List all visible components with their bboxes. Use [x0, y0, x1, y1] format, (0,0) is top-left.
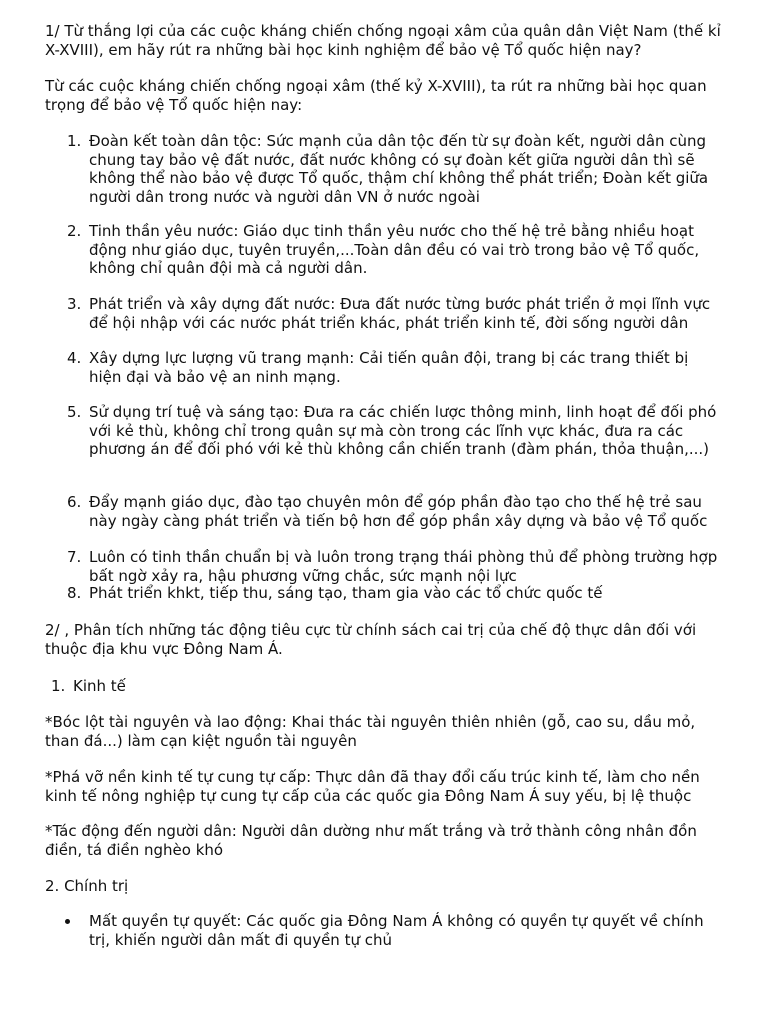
economy-point: *Phá vỡ nền kinh tế tự cung tự cấp: Thực dân đã thay đổi cấu trúc kinh tế, làm cho nền kinh tế nông nghiệp tự cung tự cấp của các quốc gia Đông Nam Á suy yếu, bị lệ thuộc — [45, 768, 700, 805]
lesson-item — [45, 295, 725, 332]
lesson-text: Sử dụng trí tuệ và sáng tạo: Đưa ra các chiến lược thông minh, linh hoạt để đối phó với kẻ thù, không chỉ trong quân sự mà còn trong các lĩnh vực khác, đưa ra các phương án để đối phó với kẻ thù không cần chiến tranh (đàm phán, thỏa thuận,...) — [89, 403, 717, 458]
lesson-number: 2. — [67, 222, 82, 240]
economy-heading-number: 1. — [51, 677, 66, 695]
question-1: 1/ Từ thắng lợi của các cuộc kháng chiến chống ngoại xâm của quân dân Việt Nam (thế kỉ X-XVIII), em hãy rút ra những bài học kinh nghiệm để bảo vệ Tổ quốc hiện nay? — [45, 22, 721, 59]
economy-point: *Tác động đến người dân: Người dân dường như mất trắng và trở thành công nhân đồn điền, tá điền nghèo khó — [45, 822, 697, 859]
lesson-number: 5. — [67, 403, 82, 421]
lesson-item — [45, 132, 725, 206]
lesson-text: Luôn có tinh thần chuẩn bị và luôn trong trạng thái phòng thủ để phòng trường hợp bất ngờ xảy ra, hậu phương vững chắc, sức mạnh nội lực — [89, 548, 718, 585]
lesson-item — [45, 584, 725, 603]
politics-item-text: Mất quyền tự quyết: Các quốc gia Đông Nam Á không có quyền tự quyết về chính trị, khiến người dân mất đi quyền tự chủ — [89, 912, 704, 949]
bullet-icon — [65, 919, 70, 924]
lesson-number: 7. — [67, 548, 82, 566]
lesson-item — [45, 493, 725, 530]
economy-heading-label: Kinh tế — [73, 677, 126, 695]
economy-point: *Bóc lột tài nguyên và lao động: Khai thác tài nguyên thiên nhiên (gỗ, cao su, dầu mỏ, than đá...) làm cạn kiệt nguồn tài nguyên — [45, 713, 696, 750]
lesson-text: Đoàn kết toàn dân tộc: Sức mạnh của dân tộc đến từ sự đoàn kết, người dân cùng chung tay bảo vệ đất nước, đất nước không có sự đoàn kết giữa người dân thì sẽ không thể nào bảo vệ được Tổ quốc, thậm chí không thể phát triển; Đoàn kết giữa người dân trong nước và người dân VN ở nước ngoài — [89, 132, 709, 206]
lesson-number: 8. — [67, 584, 82, 602]
lesson-number: 6. — [67, 493, 82, 511]
lesson-number: 3. — [67, 295, 82, 313]
lesson-text: Đẩy mạnh giáo dục, đào tạo chuyên môn để góp phần đào tạo cho thế hệ trẻ sau này ngày càng phát triển và tiến bộ hơn để góp phần xây dựng và bảo vệ Tổ quốc — [89, 493, 708, 530]
lesson-item — [45, 349, 725, 386]
politics-list — [45, 912, 725, 949]
lesson-item — [45, 548, 725, 585]
lesson-item — [45, 222, 725, 278]
lesson-text: Phát triển và xây dựng đất nước: Đưa đất nước từng bước phát triển ở mọi lĩnh vực để hội nhập với các nước phát triển khác, phát triển kinh tế, đời sống người dân — [89, 295, 711, 332]
question-1-intro: Từ các cuộc kháng chiến chống ngoại xâm (thế kỷ X-XVIII), ta rút ra những bài học quan trọng để bảo vệ Tổ quốc hiện nay: — [45, 77, 707, 114]
lesson-text: Xây dựng lực lượng vũ trang mạnh: Cải tiến quân đội, trang bị các trang thiết bị hiện đại và bảo vệ an ninh mạng. — [89, 349, 689, 386]
politics-item — [45, 912, 725, 949]
lesson-item — [45, 403, 725, 459]
lesson-text: Phát triển khkt, tiếp thu, sáng tạo, tham gia vào các tổ chức quốc tế — [89, 584, 603, 602]
lesson-number: 4. — [67, 349, 82, 367]
lesson-number: 1. — [67, 132, 82, 150]
question-2: 2/ , Phân tích những tác động tiêu cực từ chính sách cai trị của chế độ thực dân đối với thuộc địa khu vực Đông Nam Á. — [45, 621, 697, 658]
politics-heading: 2. Chính trị — [45, 877, 129, 895]
lesson-text: Tinh thần yêu nước: Giáo dục tinh thần yêu nước cho thế hệ trẻ bằng nhiều hoạt động như giáo dục, tuyên truyền,...Toàn dân đều có vai trò trong bảo vệ Tổ quốc, không chỉ quân đội mà cả người dân. — [89, 222, 700, 277]
